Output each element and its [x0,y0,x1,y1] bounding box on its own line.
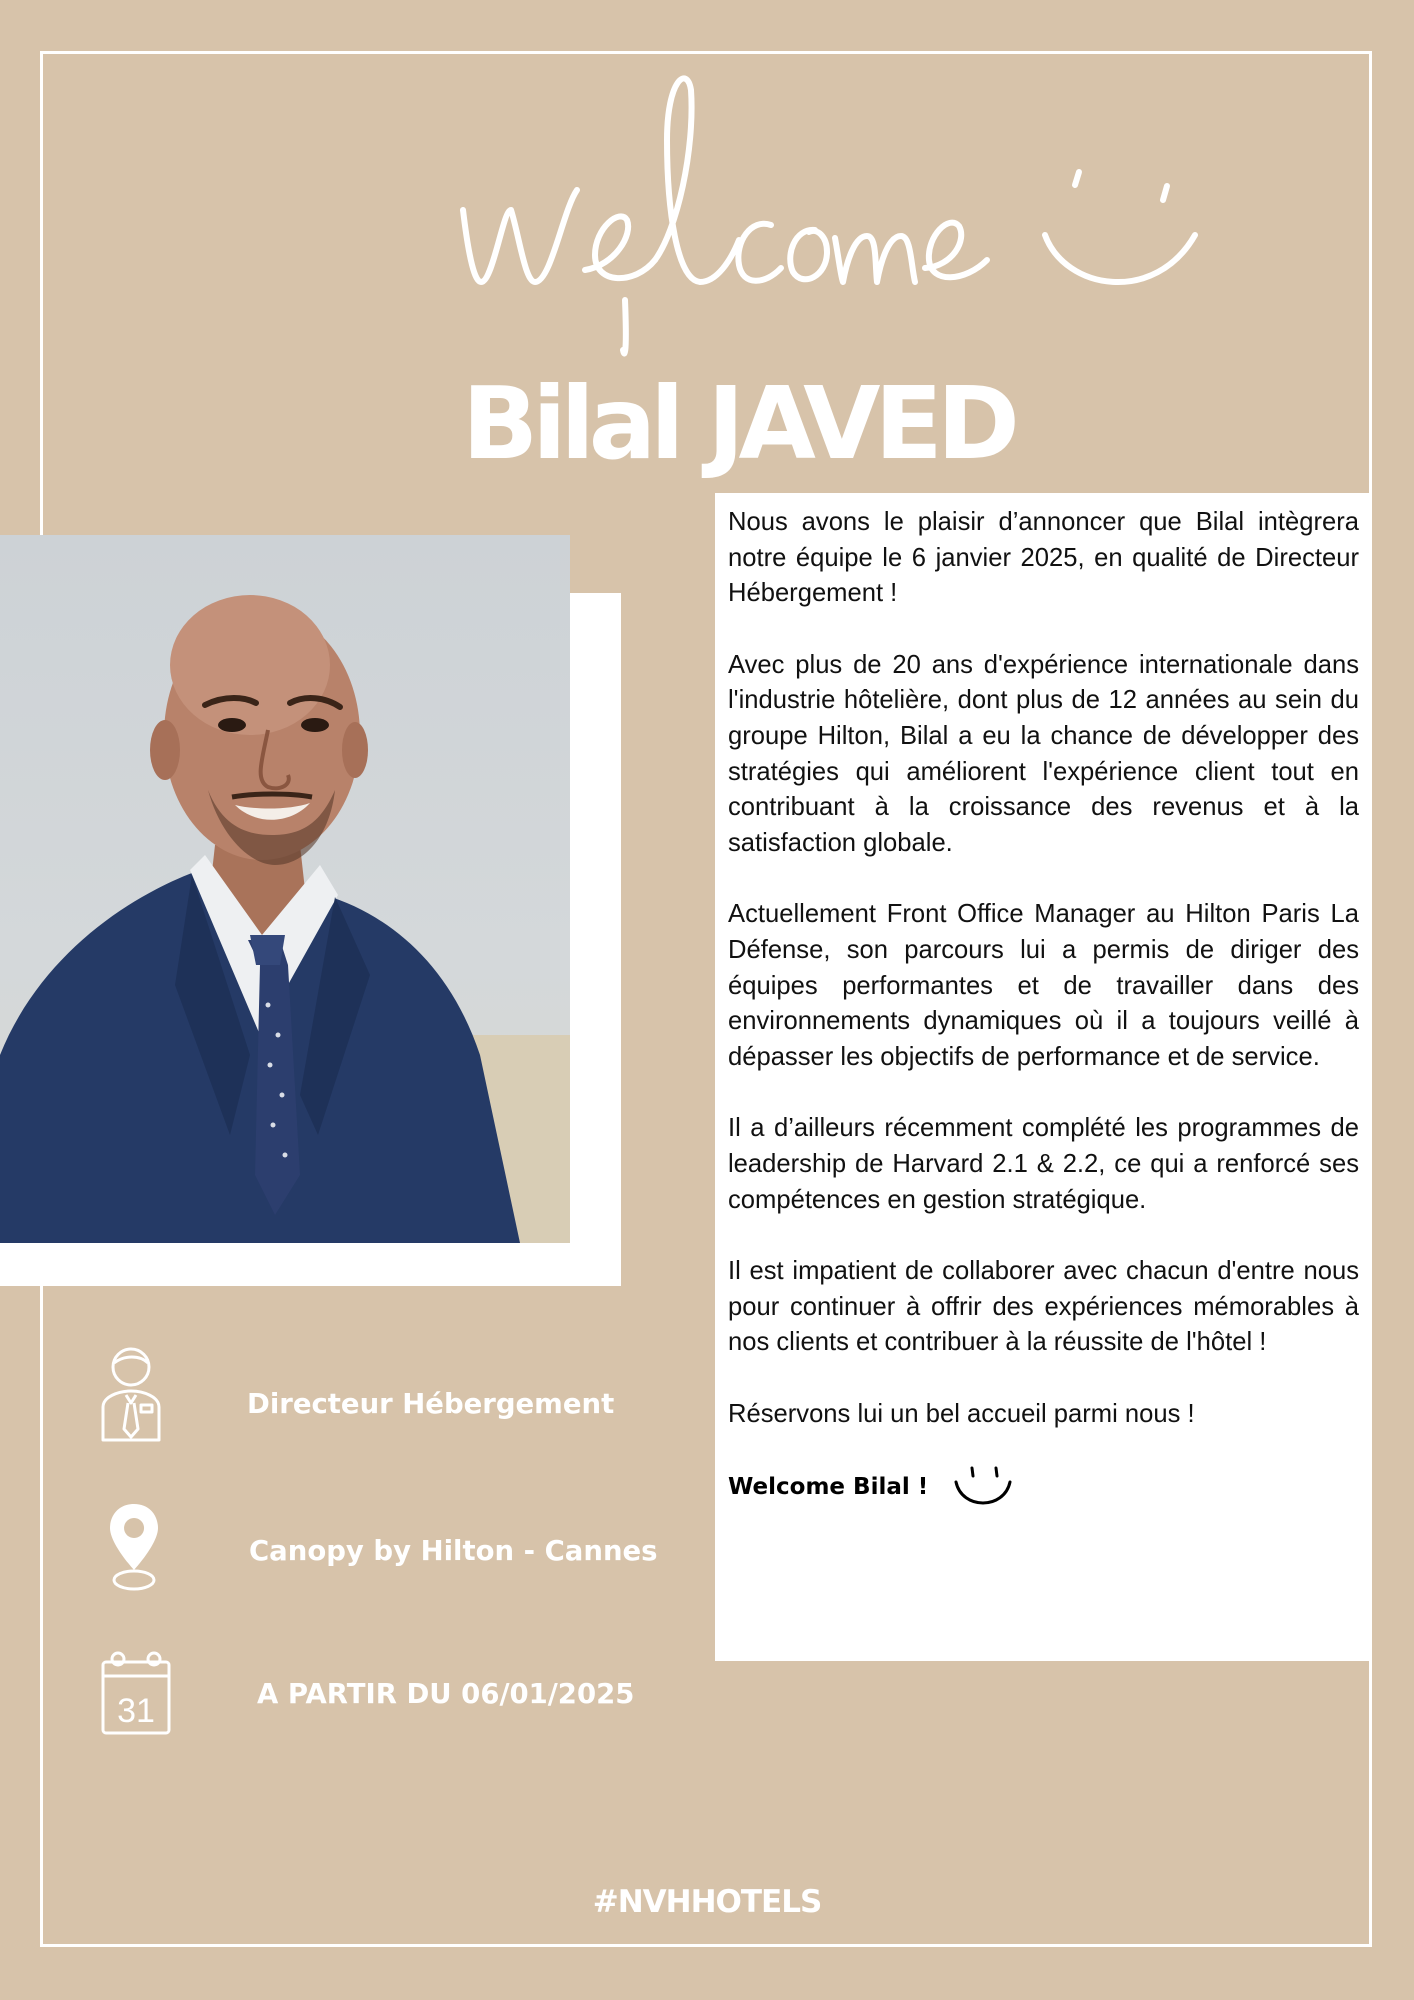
calendar-icon [100,1650,172,1736]
position-text: Directeur Hébergement [247,1388,615,1420]
employee-icon [100,1345,162,1445]
smiley-icon [948,1462,1018,1512]
announcement-paragraph: Réservons lui un bel accueil parmi nous ! [728,1399,1195,1428]
location-text: Canopy by Hilton - Cannes [249,1535,658,1567]
announcement-paragraph: Il est impatient de collaborer avec chacun d'entre nous pour continuer à offrir des expériences mémorables à nos clients et contribuer à la réussite de l'hôtel ! [728,1257,1359,1357]
announcement-paragraph: Avec plus de 20 ans d'expérience internationale dans l'industrie hôtelière, dont plus de 12 années au sein du groupe Hilton, Bilal a eu la chance de développer des stratégies qui améliorent l'expérience client tout en contribuant à la croissance des revenus et à la satisfaction globale. [728,650,1359,857]
announcement-paragraph: Actuellement Front Office Manager au Hilton Paris La Défense, son parcours lui a permis de diriger des équipes performantes et de travailler dans des environnements dynamiques où il a toujours veillé à dépasser les objectifs de performance et de service. [728,900,1359,1071]
start-date-text: A PARTIR DU 06/01/2025 [257,1678,635,1710]
new-employee-name: Bilal JAVED [462,365,1014,482]
announcement-panel [715,493,1372,1661]
announcement-paragraph: Il a d’ailleurs récemment complété les programmes de leadership de Harvard 2.1 & 2.2, ce qui a renforcé ses compétences en gestion stratégique. [728,1114,1359,1214]
welcome-script-heading [455,60,1235,360]
info-location [0,1500,700,1600]
info-start-date [0,1650,700,1750]
map-pin-icon [108,1500,168,1595]
portrait-photo [0,535,570,1243]
info-position [0,1345,700,1445]
smiley-icon [1045,172,1195,282]
footer-hashtag: #NVHHOTELS [592,1884,822,1920]
announcement-paragraph: Nous avons le plaisir d’annoncer que Bilal intègrera notre équipe le 6 janvier 2025, en qualité de Directeur Hébergement ! [728,508,1359,608]
svg-text:31: 31 [117,1692,155,1730]
closing-line [728,1462,1359,1512]
closing-text: Welcome Bilal ! [728,1474,929,1501]
